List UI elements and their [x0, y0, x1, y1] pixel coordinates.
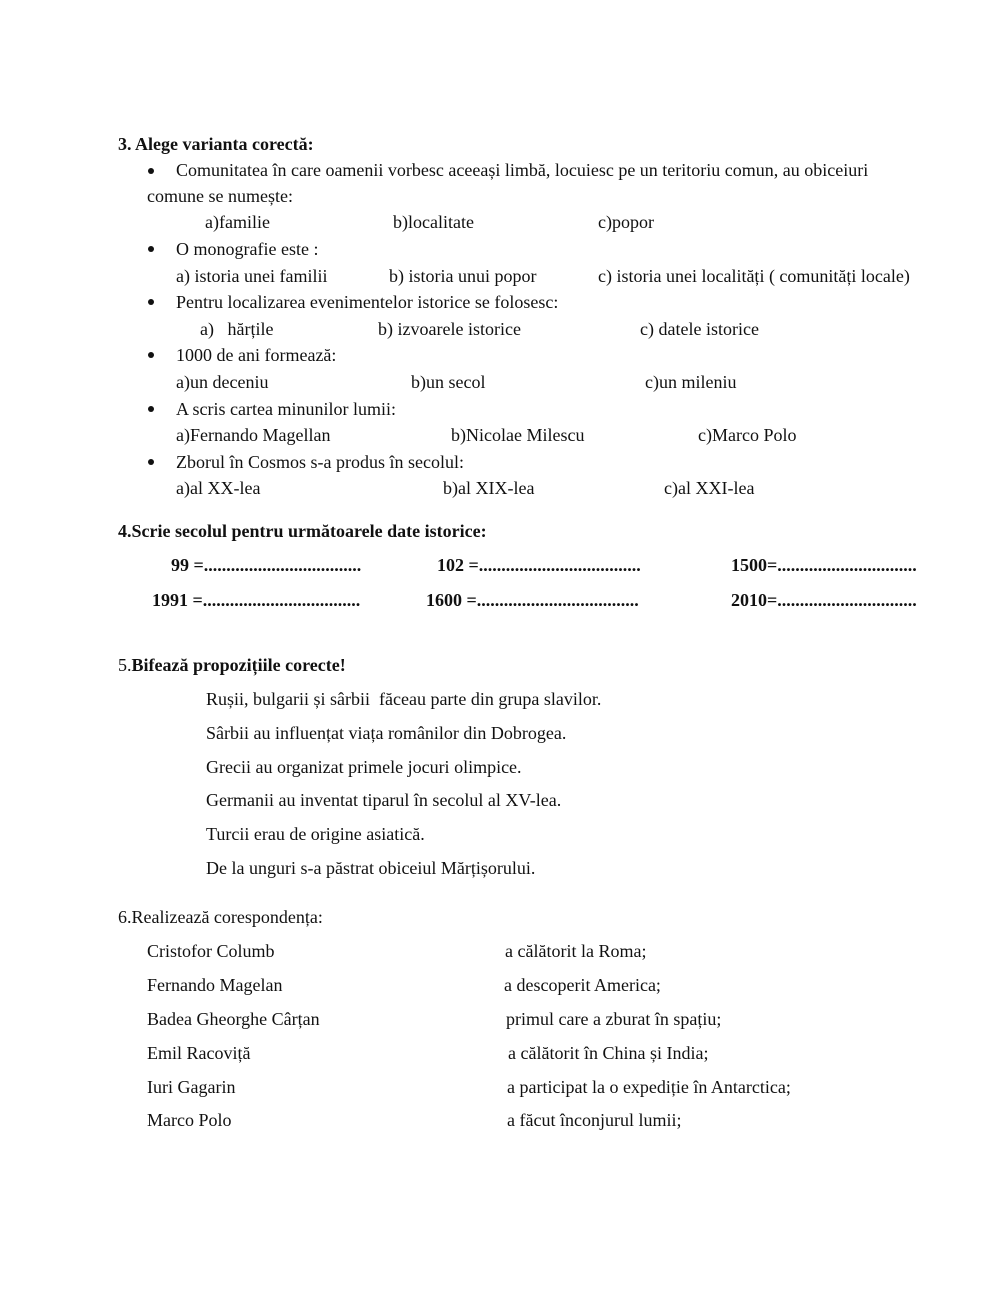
ex3-q3-option-b[interactable]: b) izvoarele istorice — [378, 319, 521, 339]
ex6-name[interactable]: Cristofor Columb — [147, 941, 275, 961]
ex4-date-1991[interactable]: 1991 =................................... — [152, 590, 361, 610]
ex5-sentence[interactable]: Germanii au inventat tiparul în secolul al XV-lea. — [206, 790, 562, 810]
ex4-date-99[interactable]: 99 =................................... — [171, 555, 362, 575]
ex4-date-102[interactable]: 102 =.................................... — [437, 555, 641, 575]
ex3-q1-option-a[interactable]: a)familie — [205, 212, 270, 232]
ex6-name[interactable]: Marco Polo — [147, 1110, 232, 1130]
ex3-q3-option-a[interactable]: a) hărțile — [200, 319, 274, 339]
ex5-title: Bifează propozițiile corecte! — [131, 655, 346, 675]
ex4-date-1500[interactable]: 1500=............................... — [731, 555, 917, 575]
ex3-q5-option-c[interactable]: c)Marco Polo — [698, 425, 797, 445]
ex3-q4-text: 1000 de ani formează: — [176, 345, 337, 365]
bullet-icon — [148, 299, 154, 305]
ex3-q1-option-b[interactable]: b)localitate — [393, 212, 474, 232]
ex5-sentence[interactable]: Turcii erau de origine asiatică. — [206, 824, 425, 844]
ex3-q1-line2: comune se numește: — [147, 186, 293, 206]
ex5-sentence[interactable]: Grecii au organizat primele jocuri olimpice. — [206, 757, 522, 777]
ex6-name[interactable]: Fernando Magelan — [147, 975, 283, 995]
ex3-q2-option-c[interactable]: c) istoria unei localități ( comunități locale) — [598, 266, 910, 286]
ex6-fact[interactable]: a descoperit America; — [504, 975, 661, 995]
ex3-q5-option-a[interactable]: a)Fernando Magellan — [176, 425, 331, 445]
bullet-icon — [148, 406, 154, 412]
ex3-q6-option-a[interactable]: a)al XX-lea — [176, 478, 261, 498]
ex3-q2-text: O monografie este : — [176, 239, 319, 259]
ex5-sentence[interactable]: Rușii, bulgarii și sârbii făceau parte din grupa slavilor. — [206, 689, 602, 709]
bullet-icon — [148, 352, 154, 358]
bullet-icon — [148, 246, 154, 252]
ex6-fact[interactable]: a călătorit la Roma; — [505, 941, 647, 961]
ex3-q6-text: Zborul în Cosmos s-a produs în secolul: — [176, 452, 464, 472]
ex6-fact[interactable]: primul care a zburat în spațiu; — [506, 1009, 722, 1029]
ex3-q5-text: A scris cartea minunilor lumii: — [176, 399, 396, 419]
ex5-heading — [118, 655, 346, 675]
ex3-q4-option-a[interactable]: a)un deceniu — [176, 372, 269, 392]
ex5-sentence[interactable]: Sârbii au influențat viața românilor din Dobrogea. — [206, 723, 567, 743]
ex3-q5-option-b[interactable]: b)Nicolae Milescu — [451, 425, 585, 445]
ex3-q1-option-c[interactable]: c)popor — [598, 212, 654, 232]
ex3-q4-option-b[interactable]: b)un secol — [411, 372, 486, 392]
ex3-q1-line1: Comunitatea în care oamenii vorbesc aceeași limbă, locuiesc pe un teritoriu comun, au obiceiuri — [176, 160, 869, 180]
ex6-name[interactable]: Emil Racoviță — [147, 1043, 251, 1063]
ex5-number: 5. — [118, 655, 132, 675]
ex6-name[interactable]: Badea Gheorghe Cârțan — [147, 1009, 320, 1029]
ex4-title: 4.Scrie secolul pentru următoarele date istorice: — [118, 521, 487, 541]
ex4-date-1600[interactable]: 1600 =.................................... — [426, 590, 639, 610]
ex6-title: 6.Realizează corespondența: — [118, 907, 323, 927]
ex6-fact[interactable]: a participat la o expediție în Antarctica; — [507, 1077, 791, 1097]
bullet-icon — [148, 168, 154, 174]
ex3-q2-option-a[interactable]: a) istoria unei familii — [176, 266, 328, 286]
ex3-title: 3. Alege varianta corectă: — [118, 134, 314, 154]
ex4-date-2010[interactable]: 2010=............................... — [731, 590, 917, 610]
ex5-sentence[interactable]: De la unguri s-a păstrat obiceiul Mărțișorului. — [206, 858, 536, 878]
ex3-q6-option-c[interactable]: c)al XXI-lea — [664, 478, 755, 498]
bullet-icon — [148, 459, 154, 465]
ex3-q2-option-b[interactable]: b) istoria unui popor — [389, 266, 537, 286]
ex3-q4-option-c[interactable]: c)un mileniu — [645, 372, 737, 392]
ex3-q3-text: Pentru localizarea evenimentelor istorice se folosesc: — [176, 292, 559, 312]
ex6-name[interactable]: Iuri Gagarin — [147, 1077, 236, 1097]
ex6-fact[interactable]: a făcut înconjurul lumii; — [507, 1110, 682, 1130]
ex6-fact[interactable]: a călătorit în China și India; — [508, 1043, 709, 1063]
ex3-q6-option-b[interactable]: b)al XIX-lea — [443, 478, 535, 498]
ex3-q3-option-c[interactable]: c) datele istorice — [640, 319, 759, 339]
